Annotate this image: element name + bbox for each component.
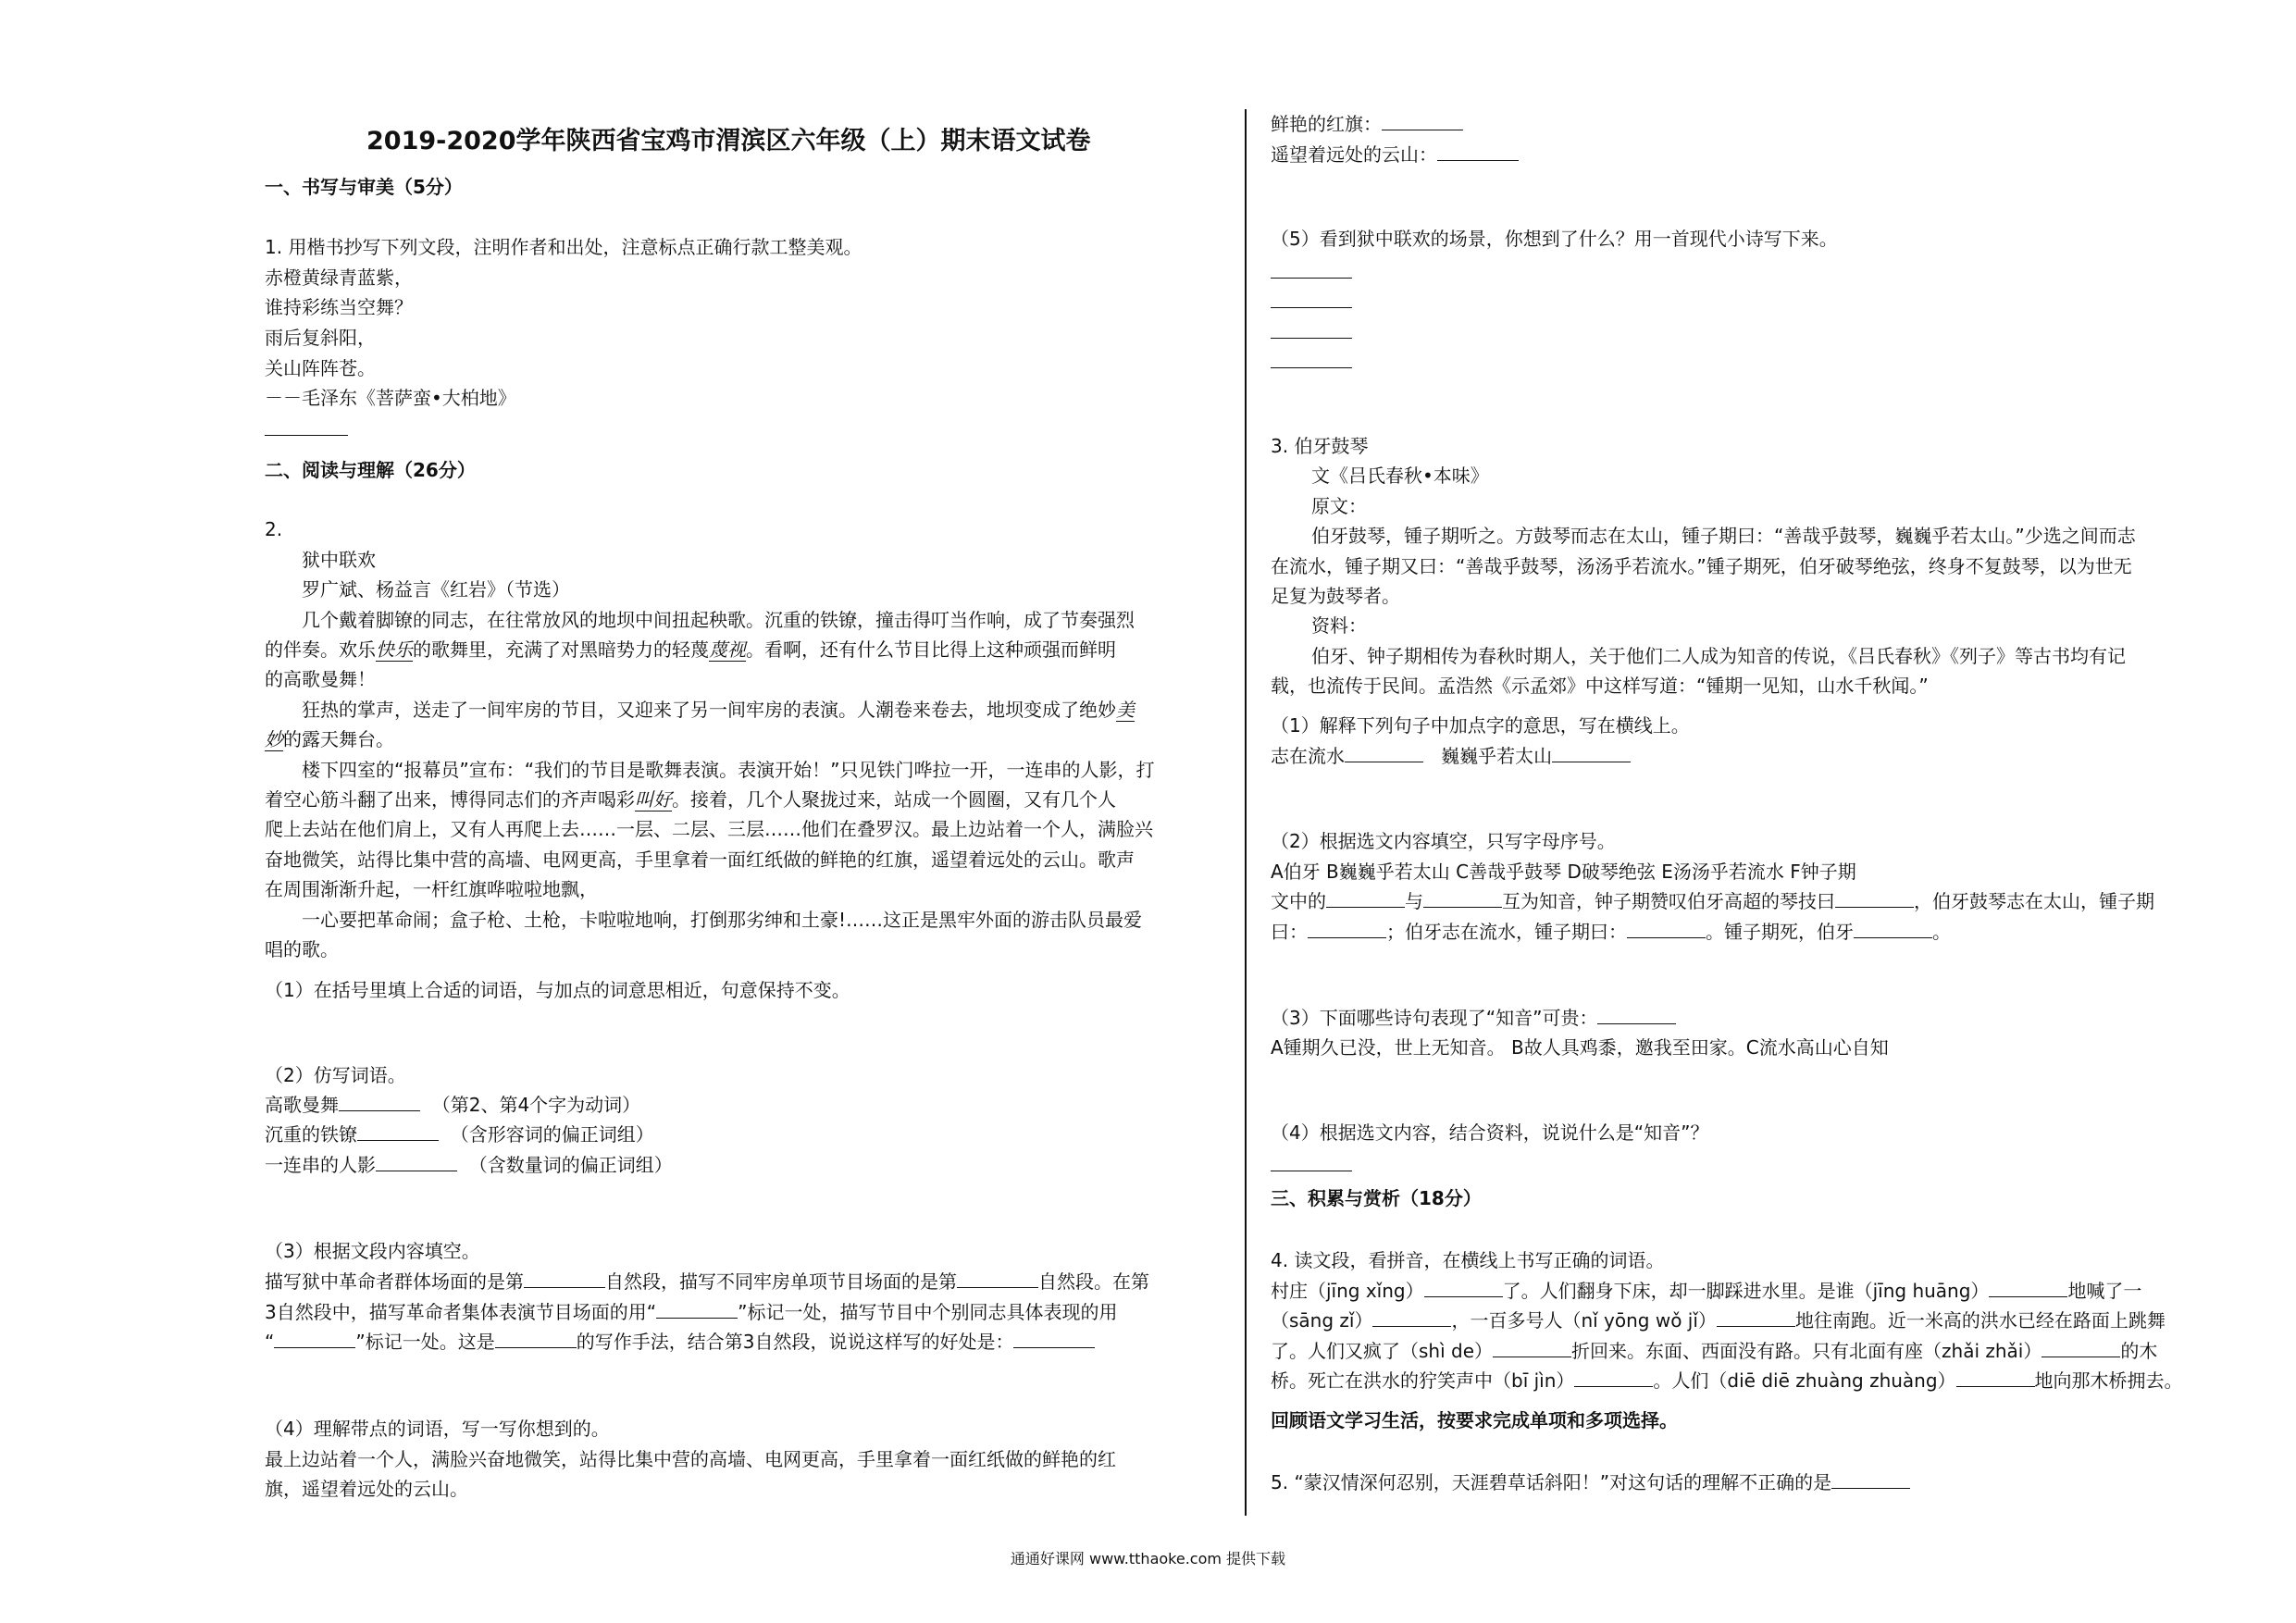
- passage-line: 几个戴着脚镣的同志，在往常放风的地坝中间扭起秧歌。沉重的铁镣，撞击得叮当作响，成了节奏强烈: [302, 609, 1135, 631]
- q2-sub2-head: （2）仿写词语。: [265, 1064, 406, 1086]
- answer-line[interactable]: [265, 435, 348, 436]
- passage-line: 载，也流传于民间。孟浩然《示孟郊》中这样写道：“锺期一见知，山水千秋闻。”: [1271, 675, 1929, 697]
- answer-blank[interactable]: [1956, 1369, 2035, 1387]
- passage-line: 着空心筋斗翻了出来，博得同志们的齐声喝彩叫好。接着，几个人聚拢过来，站成一个圆圈，又有几个人: [265, 788, 1116, 811]
- answer-blank[interactable]: [495, 1331, 577, 1348]
- answer-blank[interactable]: [1493, 1340, 1571, 1357]
- page-title: 2019-2020学年陕西省宝鸡市渭滨区六年级（上）期末语文试卷: [366, 127, 1091, 155]
- passage-line: 爬上去站在他们肩上，又有人再爬上去……一层、二层、三层……他们在叠罗汉。最上边站着一个人，满脸兴: [265, 818, 1153, 840]
- imitation-item: 一连串的人影 （含数量词的偏正词组）: [265, 1154, 673, 1176]
- answer-blank[interactable]: [1835, 890, 1914, 908]
- answer-blank[interactable]: [1308, 921, 1386, 938]
- q2-sub5: （5）看到狱中联欢的场景，你想到了什么？用一首现代小诗写下来。: [1271, 228, 1838, 250]
- passage-line: 伯牙鼓琴，锺子期听之。方鼓琴而志在太山，锺子期曰：“善哉乎鼓琴，巍巍乎若太山。”少选之间而志: [1311, 525, 2136, 547]
- page-footer: 通通好课网 www.tthaoke.com 提供下载: [1010, 1550, 1286, 1567]
- fill-line: 曰： ；伯牙志在流水，锺子期曰： 。锺子期死，伯牙 。: [1271, 921, 1951, 943]
- q3-sub4: （4）根据选文内容，结合资料，说说什么是“知音”？: [1271, 1121, 1709, 1144]
- answer-blank[interactable]: [1437, 143, 1519, 161]
- q2-passage-title: 狱中联欢: [302, 549, 376, 571]
- q4-head: 4. 读文段，看拼音，在横线上书写正确的词语。: [1271, 1249, 1665, 1271]
- q2-number: 2.: [265, 518, 283, 540]
- answer-blank[interactable]: [524, 1270, 605, 1288]
- q3-reference-label: 资料：: [1311, 614, 1367, 637]
- underlined-word: 美: [1116, 699, 1135, 721]
- q3-sub3-options: A锺期久已没，世上无知音。 B故人具鸡黍，邀我至田家。C流水高山心自知: [1271, 1036, 1889, 1059]
- q3-source: 文《吕氏春秋•本味》: [1311, 465, 1489, 487]
- underlined-word: 叫好: [635, 788, 672, 811]
- answer-blank[interactable]: [2042, 1340, 2120, 1357]
- q1-prompt: 1. 用楷书抄写下列文段，注明作者和出处，注意标点正确行款工整美观。: [265, 236, 863, 258]
- fill-line: 3自然段中，描写革命者集体表演节目场面的用“ ”标记一处，描写节目中个别同志具体表现的用: [265, 1301, 1118, 1323]
- section-3-heading: 三、积累与赏析（18分）: [1271, 1187, 1482, 1209]
- passage-line: 唱的歌。: [265, 938, 339, 960]
- answer-blank[interactable]: [274, 1331, 355, 1348]
- passage-line: 的高歌曼舞！: [265, 668, 376, 690]
- q1-poem-line: 赤橙黄绿青蓝紫，: [265, 266, 413, 289]
- answer-blank[interactable]: [1345, 745, 1423, 762]
- answer-blank[interactable]: [1854, 921, 1932, 938]
- imitation-item: 高歌曼舞 （第2、第4个字为动词）: [265, 1094, 641, 1116]
- answer-blank[interactable]: [1382, 113, 1463, 130]
- section-1-heading: 一、书写与审美（5分）: [265, 176, 463, 198]
- answer-blank[interactable]: [1326, 890, 1405, 908]
- answer-blank[interactable]: [1989, 1280, 2067, 1297]
- passage-line: 楼下四室的“报幕员”宣布：“我们的节目是歌舞表演。表演开始！”只见铁门哗拉一开，一连串的人影，打: [302, 759, 1155, 781]
- passage-line: 足复为鼓琴者。: [1271, 585, 1400, 607]
- underlined-word: 妙: [265, 728, 283, 750]
- answer-blank[interactable]: [1372, 1309, 1451, 1327]
- column-divider: [1245, 109, 1247, 1516]
- fill-line: 描写狱中革命者群体场面的是第 自然段，描写不同牢房单项节目场面的是第 自然段。在第: [265, 1270, 1149, 1293]
- q2-sub4-text: 最上边站着一个人，满脸兴奋地微笑，站得比集中营的高墙、电网更高，手里拿着一面红纸做的鲜艳的红: [265, 1448, 1116, 1470]
- q2-sub1: （1）在括号里填上合适的词语，与加点的词意思相近，句意保持不变。: [265, 979, 850, 1001]
- fill-line: 志在流水 巍巍乎若太山: [1271, 745, 1631, 767]
- fill-line: 遥望着远处的云山：: [1271, 143, 1519, 166]
- answer-line[interactable]: [1271, 367, 1352, 368]
- section-2-heading: 二、阅读与理解（26分）: [265, 459, 476, 481]
- q2-sub4-text: 旗，遥望着远处的云山。: [265, 1478, 468, 1500]
- fill-line: “ ”标记一处。这是 的写作手法，结合第3自然段，说说这样写的好处是：: [265, 1331, 1095, 1353]
- answer-blank[interactable]: [376, 1154, 457, 1171]
- answer-blank[interactable]: [1574, 1369, 1653, 1387]
- passage-line: 狂热的掌声，送走了一间牢房的节目，又迎来了另一间牢房的表演。人潮卷来卷去，地坝变成了绝妙美: [302, 699, 1135, 721]
- answer-blank[interactable]: [1717, 1309, 1795, 1327]
- passage-line: 伯牙、钟子期相传为春秋时期人，关于他们二人成为知音的传说，《吕氏春秋》《列子》等古书均有记: [1311, 645, 2126, 667]
- answer-blank[interactable]: [1013, 1331, 1095, 1348]
- answer-blank[interactable]: [1831, 1471, 1910, 1489]
- answer-blank[interactable]: [1552, 745, 1631, 762]
- answer-blank[interactable]: [1597, 1007, 1676, 1024]
- answer-blank[interactable]: [1423, 890, 1502, 908]
- q1-source: －－毛泽东《菩萨蛮•大柏地》: [265, 387, 516, 409]
- passage-line: 妙的露天舞台。: [265, 728, 394, 750]
- passage-line: 一心要把革命闹；盒子枪、土枪，卡啦啦地响，打倒那劣绅和土豪!……这正是黑牢外面的游击队员最爱: [302, 909, 1143, 931]
- fill-line: 5. “蒙汉情深何忍别，天涯碧草话斜阳！”对这句话的理解不正确的是: [1271, 1471, 1910, 1493]
- q2-passage-author: 罗广斌、杨益言《红岩》（节选）: [302, 578, 570, 601]
- answer-blank[interactable]: [656, 1301, 738, 1319]
- passage-line: 奋地微笑，站得比集中营的高墙、电网更高，手里拿着一面红纸做的鲜艳的红旗，遥望着远处的云山。歌声: [265, 849, 1135, 871]
- passage-line: 在流水，锺子期又曰：“善哉乎鼓琴，汤汤乎若流水。”锺子期死，伯牙破琴绝弦，终身不复鼓琴，以为世无: [1271, 555, 2132, 577]
- fill-line: 了。人们又疯了（shì de） 折回来。东面、西面没有路。只有北面有座（zhǎi zhǎi） 的木: [1271, 1340, 2158, 1362]
- underlined-word: 蔑视: [709, 638, 746, 661]
- answer-line[interactable]: [1271, 307, 1352, 308]
- q2-sub4-head: （4）理解带点的词语，写一写你想到的。: [265, 1418, 610, 1440]
- fill-line: 鲜艳的红旗：: [1271, 113, 1463, 135]
- q3-sub2-head: （2）根据选文内容填空，只写字母序号。: [1271, 830, 1616, 852]
- answer-blank[interactable]: [957, 1270, 1038, 1288]
- q3-original-label: 原文：: [1311, 495, 1367, 517]
- review-instruction: 回顾语文学习生活，按要求完成单项和多项选择。: [1271, 1409, 1678, 1431]
- answer-line[interactable]: [1271, 338, 1352, 339]
- imitation-item: 沉重的铁镣 （含形容词的偏正词组）: [265, 1123, 654, 1146]
- fill-line: 村庄（jīng xǐng） 了。人们翻身下床，却一脚踩进水里。是谁（jīng huāng） 地喊了一: [1271, 1280, 2142, 1302]
- answer-line[interactable]: [1271, 278, 1352, 279]
- answer-blank[interactable]: [1424, 1280, 1503, 1297]
- q3-sub1-head: （1）解释下列句子中加点字的意思，写在横线上。: [1271, 714, 1690, 737]
- fill-line: （3）下面哪些诗句表现了“知音”可贵：: [1271, 1007, 1676, 1029]
- answer-blank[interactable]: [339, 1094, 420, 1111]
- q2-sub3-head: （3）根据文段内容填空。: [265, 1240, 480, 1262]
- underlined-word: 快乐: [376, 638, 413, 661]
- answer-blank[interactable]: [357, 1123, 439, 1141]
- q3-sub2-options: A伯牙 B巍巍乎若太山 C善哉乎鼓琴 D破琴绝弦 E汤汤乎若流水 F钟子期: [1271, 861, 1856, 883]
- q1-poem-line: 谁持彩练当空舞？: [265, 296, 413, 318]
- answer-blank[interactable]: [1627, 921, 1706, 938]
- fill-line: 桥。死亡在洪水的狞笑声中（bī jìn） 。人们（diē diē zhuàng zhuàng） 地向那木桥拥去。: [1271, 1369, 2183, 1392]
- fill-line: 文中的 与 互为知音，钟子期赞叹伯牙高超的琴技曰 ，伯牙鼓琴志在太山，锺子期: [1271, 890, 2154, 912]
- q3-title: 3. 伯牙鼓琴: [1271, 435, 1369, 457]
- passage-line: 的伴奏。欢乐快乐的歌舞里，充满了对黑暗势力的轻蔑蔑视。看啊，还有什么节目比得上这种顽强而鲜明: [265, 638, 1116, 661]
- q1-poem-line: 雨后复斜阳，: [265, 327, 376, 349]
- fill-line: （sāng zǐ） ，一百多号人（nǐ yōng wǒ jǐ） 地往南跑。近一米高的洪水已经在路面上跳舞: [1271, 1309, 2166, 1332]
- q1-poem-line: 关山阵阵苍。: [265, 357, 376, 379]
- passage-line: 在周围渐渐升起，一杆红旗哗啦啦地飘，: [265, 878, 598, 900]
